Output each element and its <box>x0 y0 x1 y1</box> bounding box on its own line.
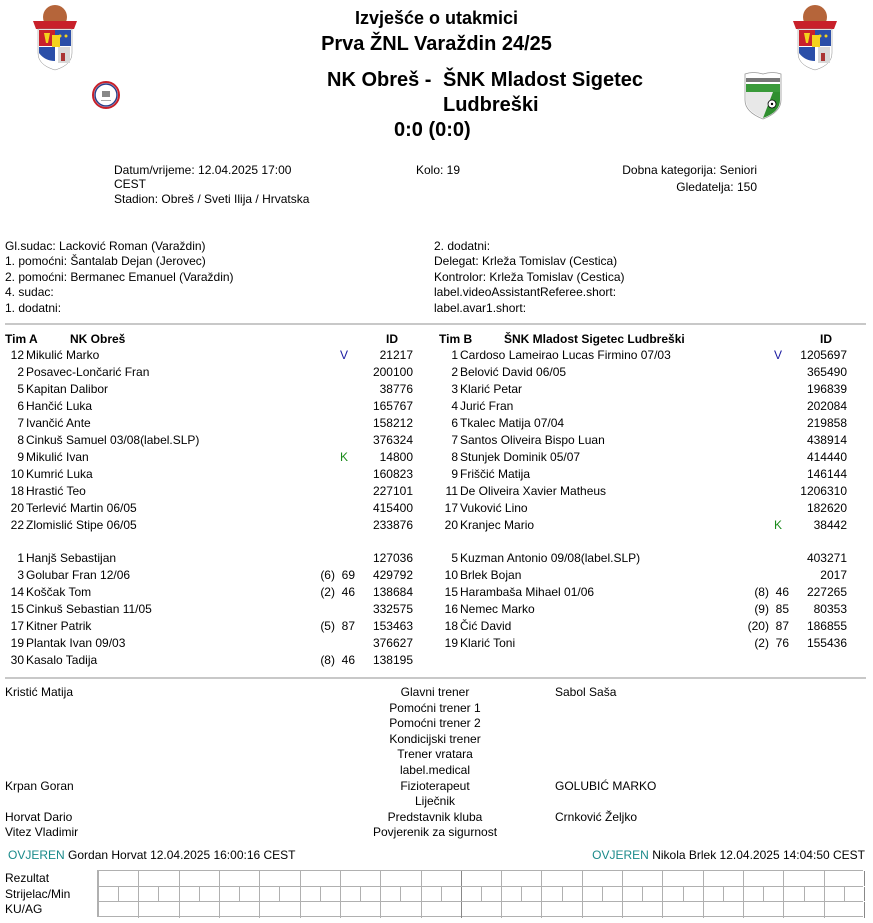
score-grid-cell <box>744 902 784 918</box>
score-grid-cell <box>845 887 865 902</box>
player-id: 196839 <box>806 382 847 396</box>
score-grid-cell <box>583 871 623 886</box>
score-grid-cell <box>159 887 179 902</box>
score-grid-cell <box>744 871 784 886</box>
player-row <box>0 364 430 381</box>
team-b-id-header: ID <box>820 332 832 346</box>
score-grid-cell <box>381 887 401 902</box>
player-row <box>0 398 430 415</box>
substitution-info: (2) 46 <box>320 585 355 599</box>
staff-role-label: Povjerenik za sigurnost <box>372 825 498 840</box>
player-id: 127036 <box>372 551 413 565</box>
player-id: 182620 <box>806 501 847 515</box>
player-number: 22 <box>10 518 24 532</box>
player-number: 4 <box>451 399 458 413</box>
score-grid-cell <box>341 871 381 886</box>
player-row <box>434 432 864 449</box>
staff-team-a-member: Horvat Dario <box>5 809 73 824</box>
substitute-row <box>0 601 430 618</box>
substitute-row <box>0 618 430 635</box>
player-id: 1206310 <box>800 484 847 498</box>
player-row <box>434 517 864 534</box>
match-round: Kolo: 19 <box>416 163 461 177</box>
verified-status-left: OVJEREN <box>8 848 65 862</box>
staff-team-a-member: Kristić Matija <box>5 685 74 699</box>
score-grid-cell <box>220 902 260 918</box>
player-number: 5 <box>451 551 458 565</box>
score-grid-cell <box>180 887 200 902</box>
player-row <box>434 347 864 364</box>
substitute-row <box>0 584 430 601</box>
goalkeeper-flag: V <box>774 348 783 362</box>
player-number: 7 <box>17 416 24 430</box>
player-row <box>0 466 430 483</box>
score-grid-cell <box>422 902 462 918</box>
score-grid-cell <box>220 887 240 902</box>
official-assistant-2: 2. pomoćni: Bermanec Emanuel (Varaždin) <box>5 270 234 284</box>
player-name: Kapitan Dalibor <box>26 382 109 396</box>
player-id: 158212 <box>372 416 413 430</box>
score-grid-row <box>99 871 863 887</box>
player-id: 365490 <box>806 365 847 379</box>
team-b-name: ŠNK Mladost Sigetec Ludbreški <box>504 332 685 346</box>
staff-team-a-member: Krpan Goran <box>5 778 74 793</box>
team-a-label: Tim A <box>5 332 38 346</box>
player-name: Nemec Marko <box>460 602 535 616</box>
player-id: 332575 <box>372 602 413 616</box>
score-grid-cell <box>240 887 260 902</box>
score-grid-cell <box>663 902 703 918</box>
player-name: Klarić Toni <box>460 636 516 650</box>
player-id: 429792 <box>372 568 413 582</box>
player-number: 3 <box>17 568 24 582</box>
player-name: Stunjek Dominik 05/07 <box>460 450 581 464</box>
substitute-row <box>0 567 430 584</box>
staff-role-label: Trener vratara <box>397 747 473 762</box>
player-row <box>434 381 864 398</box>
staff-team-a-member: Vitez Vladimir <box>5 825 79 840</box>
divider <box>5 323 866 325</box>
away-team-logo-icon <box>743 70 783 120</box>
official-main-referee: Gl.sudac: Lacković Roman (Varaždin) <box>5 239 206 253</box>
score-grid-cell <box>724 887 744 902</box>
player-row <box>0 381 430 398</box>
team-b-label: Tim B <box>439 332 473 346</box>
age-category: Dobna kategorija: Seniori <box>622 163 757 177</box>
player-number: 5 <box>17 382 24 396</box>
score-grid-row <box>99 887 863 903</box>
player-number: 9 <box>17 450 24 464</box>
score-grid-cell <box>260 871 300 886</box>
spectators: Gledatelja: 150 <box>676 180 757 194</box>
player-id: 438914 <box>806 433 847 447</box>
score-grid-cell <box>825 902 865 918</box>
player-row <box>434 483 864 500</box>
player-id: 219858 <box>806 416 847 430</box>
score-grid-cell <box>522 887 542 902</box>
away-team-title-line2: Ludbreški <box>443 94 539 116</box>
away-team-title-line1: ŠNK Mladost Sigetec <box>443 69 644 91</box>
player-id: 38442 <box>813 518 847 532</box>
score-grid-cell <box>502 887 522 902</box>
player-id: 138684 <box>372 585 413 599</box>
player-name: Hanjš Sebastijan <box>26 551 117 565</box>
player-number: 20 <box>444 518 458 532</box>
score-grid-cell <box>502 871 542 886</box>
score-grid-cell <box>301 902 341 918</box>
official-fourth: 4. sudac: <box>5 285 54 299</box>
score-grid-cell <box>462 871 502 886</box>
player-number: 18 <box>444 619 458 633</box>
score-grid-cell <box>301 871 341 886</box>
score-grid-cell <box>462 902 502 918</box>
team-a-name: NK Obreš <box>70 332 126 346</box>
player-number: 12 <box>10 348 24 362</box>
home-team-logo-icon <box>91 80 121 110</box>
verification-right <box>592 848 865 863</box>
verified-status-right: OVJEREN <box>592 848 649 862</box>
goalkeeper-flag: V <box>340 348 349 362</box>
official-var: label.videoAssistantReferee.short: <box>434 285 617 299</box>
player-id: 38776 <box>379 382 413 396</box>
player-id: 415400 <box>372 501 413 515</box>
player-number: 17 <box>10 619 24 633</box>
player-number: 11 <box>445 484 458 498</box>
score-grid-cell <box>784 871 824 886</box>
staff-role-label: Pomoćni trener 1 <box>389 700 481 715</box>
player-number: 9 <box>451 467 458 481</box>
official-assistant-1: 1. pomoćni: Šantalab Dejan (Jerovec) <box>5 254 206 268</box>
score-grid-cell <box>99 871 139 886</box>
score-grid-cell <box>341 887 361 902</box>
player-name: Vuković Lino <box>460 501 528 515</box>
score-grid-cell <box>462 887 482 902</box>
player-row <box>0 432 430 449</box>
player-id: 403271 <box>806 551 847 565</box>
player-number: 30 <box>10 653 24 667</box>
score-grid-cell <box>381 871 421 886</box>
score-grid-cell <box>482 887 502 902</box>
player-name: Golubar Fran 12/06 <box>26 568 131 582</box>
home-team-title: NK Obreš - <box>327 69 432 91</box>
player-number: 14 <box>10 585 24 599</box>
score-grid-cell <box>180 902 220 918</box>
player-name: Kumrić Luka <box>26 467 93 481</box>
substitute-row <box>434 618 864 635</box>
player-number: 6 <box>17 399 24 413</box>
score-grid-cell <box>260 887 280 902</box>
player-number: 1 <box>451 348 458 362</box>
score-grid-cell <box>805 887 825 902</box>
player-number: 2 <box>17 365 24 379</box>
staff-team-b-member: Sabol Saša <box>555 685 617 699</box>
player-number: 8 <box>17 433 24 447</box>
score-grid-row <box>99 902 863 918</box>
player-number: 10 <box>10 467 24 481</box>
grid-label-result: Rezultat <box>5 871 50 885</box>
player-name: Ivančić Ante <box>26 416 91 430</box>
score-grid-cell <box>180 871 220 886</box>
player-id: 153463 <box>372 619 413 633</box>
player-number: 8 <box>451 450 458 464</box>
player-name: Belović David 06/05 <box>460 365 567 379</box>
player-number: 19 <box>444 636 458 650</box>
player-id: 2017 <box>820 568 847 582</box>
player-id: 160823 <box>372 467 413 481</box>
substitute-row <box>434 635 864 652</box>
player-id: 376627 <box>372 636 413 650</box>
player-name: Friščić Matija <box>460 467 531 481</box>
score-grid-cell <box>321 887 341 902</box>
score-grid-cell <box>260 902 300 918</box>
score-grid-cell <box>643 887 663 902</box>
score-grid-cell <box>139 887 159 902</box>
player-name: Plantak Ivan 09/03 <box>26 636 126 650</box>
player-number: 16 <box>444 602 458 616</box>
player-name: Kranjec Mario <box>460 518 535 532</box>
substitution-info: (2) 76 <box>754 636 789 650</box>
score-grid-cell <box>280 887 300 902</box>
score-grid-cell <box>401 887 421 902</box>
player-number: 10 <box>444 568 458 582</box>
player-id: 146144 <box>806 467 847 481</box>
player-id: 376324 <box>372 433 413 447</box>
substitute-row <box>434 550 864 567</box>
match-stadium: Stadion: Obreš / Sveti Ilija / Hrvatska <box>114 192 310 206</box>
score-grid-cell <box>139 871 179 886</box>
player-name: Cinkuš Samuel 03/08(label.SLP) <box>26 433 200 447</box>
substitute-row <box>434 567 864 584</box>
captain-flag: K <box>340 450 349 464</box>
player-number: 15 <box>10 602 24 616</box>
substitute-row <box>0 652 430 669</box>
player-number: 6 <box>451 416 458 430</box>
substitution-info: (9) 85 <box>754 602 789 616</box>
score-grid-cell <box>422 887 442 902</box>
player-number: 7 <box>451 433 458 447</box>
score-grid-cell <box>341 902 381 918</box>
official-additional-1: 1. dodatni: <box>5 301 62 315</box>
player-row <box>434 500 864 517</box>
report-title: Izvješće o utakmici <box>354 8 519 28</box>
staff-role-label: Glavni trener <box>400 685 470 699</box>
player-number: 1 <box>17 551 24 565</box>
player-id: 186855 <box>806 619 847 633</box>
player-number: 15 <box>444 585 458 599</box>
verification-left <box>8 848 296 863</box>
player-id: 200100 <box>372 365 413 379</box>
score-grid-cell <box>623 871 663 886</box>
substitution-info: (8) 46 <box>754 585 789 599</box>
score-grid-cell <box>764 887 784 902</box>
player-id: 21217 <box>379 348 413 362</box>
captain-flag: K <box>774 518 783 532</box>
score-grid-cell <box>704 902 744 918</box>
player-row <box>434 466 864 483</box>
score-grid-cell <box>663 871 703 886</box>
score-grid-cell <box>381 902 421 918</box>
staff-role-label: Liječnik <box>414 794 456 809</box>
player-number: 19 <box>10 636 24 650</box>
score-grid-cell <box>361 887 381 902</box>
score-grid-cell <box>663 887 683 902</box>
player-name: Tkalec Matija 07/04 <box>460 416 565 430</box>
score-grid-cell <box>200 887 220 902</box>
player-name: Mikulić Ivan <box>26 450 89 464</box>
official-avar: label.avar1.short: <box>434 301 527 315</box>
substitution-info: (5) 87 <box>320 619 355 633</box>
staff-team-b-member: Crnković Željko <box>555 809 638 824</box>
score-grid-cell <box>99 902 139 918</box>
player-id: 233876 <box>372 518 413 532</box>
divider <box>5 677 866 679</box>
score-grid-cell <box>139 902 179 918</box>
player-row <box>0 415 430 432</box>
player-name: Cinkuš Sebastian 11/05 <box>26 602 152 616</box>
player-id: 80353 <box>813 602 847 616</box>
player-row <box>0 449 430 466</box>
score-grid-cell <box>542 887 562 902</box>
substitution-info: (20) 87 <box>747 619 789 633</box>
score-grid-cell <box>563 887 583 902</box>
player-name: Kuzman Antonio 09/08(label.SLP) <box>460 551 641 565</box>
substitution-info: (8) 46 <box>320 653 355 667</box>
score-grid-cell <box>684 887 704 902</box>
player-row <box>0 517 430 534</box>
player-name: Posavec-Lončarić Fran <box>26 365 150 379</box>
player-id: 1205697 <box>800 348 847 362</box>
score-grid-cell <box>623 887 643 902</box>
player-row <box>0 347 430 364</box>
official-controller: Kontrolor: Krleža Tomislav (Cestica) <box>434 270 625 284</box>
player-number: 17 <box>444 501 458 515</box>
score-grid-cell <box>542 871 582 886</box>
verified-by-right: Nikola Brlek 12.04.2025 14:04:50 CEST <box>652 848 865 862</box>
competition-title: Prva ŽNL Varaždin 24/25 <box>321 33 552 55</box>
player-id: 138195 <box>372 653 413 667</box>
player-name: Brlek Bojan <box>460 568 522 582</box>
score-grid-cell <box>422 871 462 886</box>
staff-team-b-member: GOLUBIĆ MARKO <box>555 778 657 793</box>
player-name: Kitner Patrik <box>26 619 92 633</box>
score-grid-cell <box>583 902 623 918</box>
score-grid-cell <box>744 887 764 902</box>
score-grid-cell <box>784 887 804 902</box>
player-id: 165767 <box>372 399 413 413</box>
score-grid-cell <box>623 902 663 918</box>
player-name: Mikulić Marko <box>26 348 100 362</box>
score-grid-cell <box>603 887 623 902</box>
player-name: Jurić Fran <box>460 399 514 413</box>
player-name: Zlomislić Stipe 06/05 <box>26 518 137 532</box>
score-grid-cell <box>704 871 744 886</box>
score-grid <box>97 870 863 917</box>
player-row <box>0 500 430 517</box>
player-name: Terlević Martin 06/05 <box>26 501 137 515</box>
player-name: Harambaša Mihael 01/06 <box>460 585 595 599</box>
player-number: 18 <box>10 484 24 498</box>
substitute-row <box>0 635 430 652</box>
player-name: Koščak Tom <box>26 585 92 599</box>
substitution-info: (6) 69 <box>320 568 355 582</box>
score-grid-cell <box>301 887 321 902</box>
grid-label-scorer: Strijelac/Min <box>5 887 71 901</box>
player-name: Hrastić Teo <box>26 484 86 498</box>
player-row <box>434 415 864 432</box>
player-number: 3 <box>451 382 458 396</box>
match-datetime: Datum/vrijeme: 12.04.2025 17:00 <box>114 163 292 177</box>
player-row <box>434 398 864 415</box>
staff-role-label: Fizioterapeut <box>400 778 470 793</box>
player-row <box>434 364 864 381</box>
player-id: 414440 <box>806 450 847 464</box>
player-id: 202084 <box>806 399 847 413</box>
player-name: De Oliveira Xavier Matheus <box>460 484 607 498</box>
player-name: Klarić Petar <box>460 382 523 396</box>
grid-label-ku-ag: KU/AG <box>5 902 43 916</box>
score-grid-cell <box>825 887 845 902</box>
player-id: 14800 <box>379 450 413 464</box>
staff-role-label: Predstavnik kluba <box>387 809 483 824</box>
player-name: Santos Oliveira Bispo Luan <box>460 433 605 447</box>
player-name: Cardoso Lameirao Lucas Firmino 07/03 <box>460 348 671 362</box>
staff-role-label: Pomoćni trener 2 <box>389 716 481 731</box>
official-delegate: Delegat: Krleža Tomislav (Cestica) <box>434 254 618 268</box>
player-row <box>0 483 430 500</box>
score-grid-cell <box>704 887 724 902</box>
substitute-row <box>0 550 430 567</box>
player-row <box>434 449 864 466</box>
score-grid-cell <box>99 887 119 902</box>
player-number: 20 <box>10 501 24 515</box>
player-id: 227265 <box>806 585 847 599</box>
score-grid-cell <box>542 902 582 918</box>
team-a-id-header: ID <box>386 332 398 346</box>
score-grid-cell <box>825 871 865 886</box>
score-grid-cell <box>502 902 542 918</box>
staff-role-label: label.medical <box>399 763 471 777</box>
match-score: 0:0 (0:0) <box>394 119 471 141</box>
match-timezone: CEST <box>114 177 147 191</box>
score-grid-cell <box>220 871 260 886</box>
score-grid-cell <box>784 902 824 918</box>
player-id: 227101 <box>372 484 413 498</box>
player-id: 155436 <box>806 636 847 650</box>
verified-by-left: Gordan Horvat 12.04.2025 16:00:16 CEST <box>68 848 296 862</box>
substitute-row <box>434 584 864 601</box>
player-name: Čić David <box>460 619 512 633</box>
player-name: Kasalo Tadija <box>26 653 98 667</box>
substitute-row <box>434 601 864 618</box>
player-number: 2 <box>451 365 458 379</box>
staff-role-label: Kondicijski trener <box>389 731 481 746</box>
score-grid-cell <box>119 887 139 902</box>
official-additional-2: 2. dodatni: <box>434 239 491 253</box>
score-grid-cell <box>442 887 462 902</box>
score-grid-cell <box>583 887 603 902</box>
player-name: Hančić Luka <box>26 399 93 413</box>
